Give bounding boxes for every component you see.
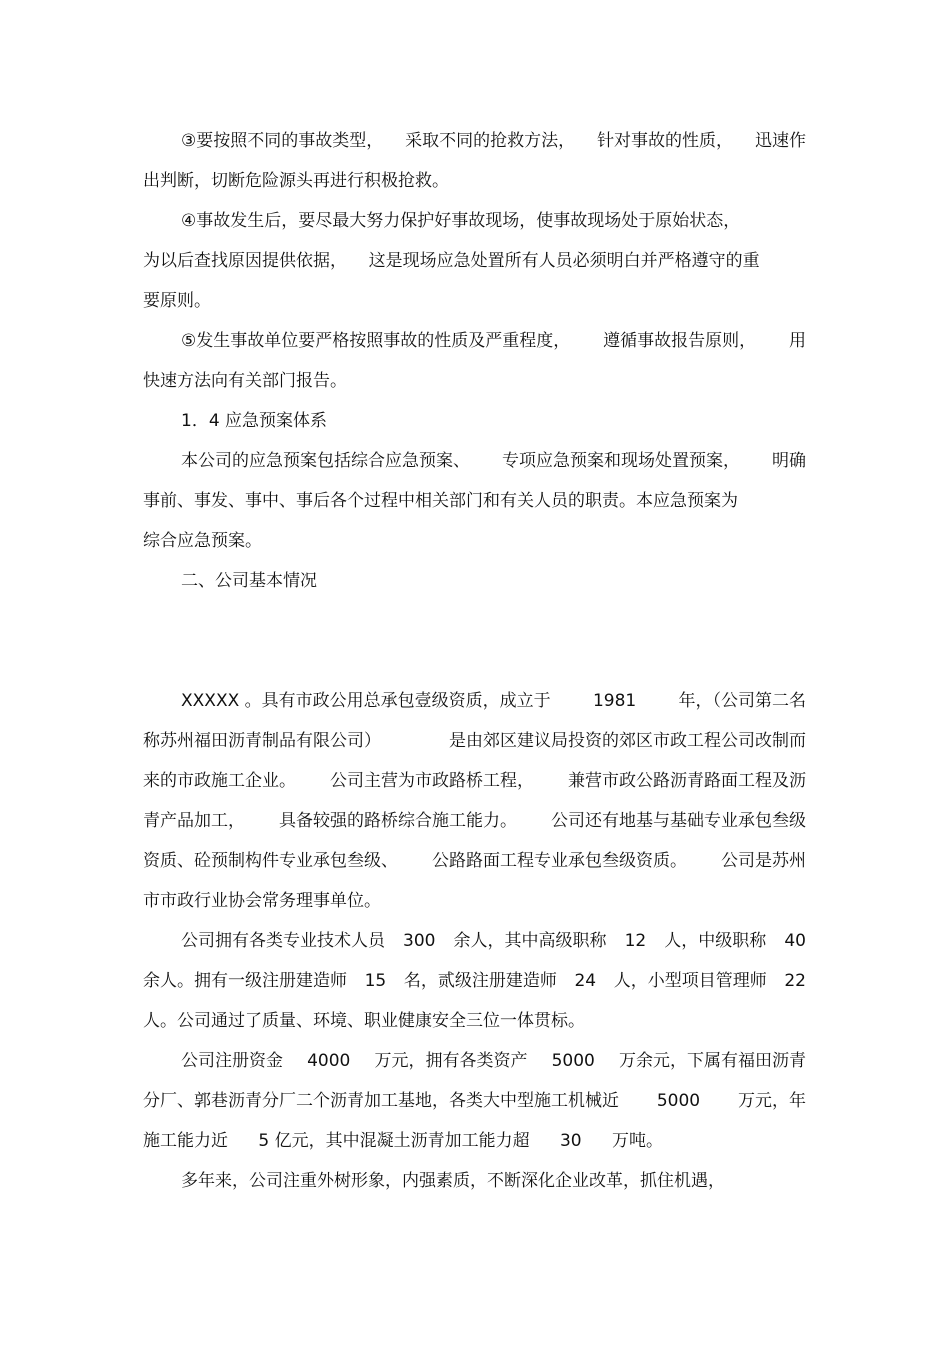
text-segment: 分厂、郭巷沥青分厂二个沥青加工基地，各类大中型施工机械近 [143,1091,619,1111]
text-segment: 余人。拥有一级注册建造师 [143,971,347,991]
text-segment: 人，中级职称 [664,931,767,951]
staff-line1 [181,926,806,956]
text-segment: 具备较强的路桥综合施工能力。 [279,811,517,831]
text-segment: 5 亿元，其中混凝土沥青加工能力超 [258,1131,530,1151]
capital-line2 [143,1086,806,1116]
text-segment: 万元，年 [737,1091,806,1111]
text-segment: 是由郊区建议局投资的郊区市政工程公司改制而 [449,731,806,751]
intro-line6: 市市政行业协会常务理事单位。 [143,891,381,911]
item3-line2: 出判断，切断危险源头再进行积极抢救。 [143,171,449,191]
text-segment: 公司主营为市政路桥工程， [330,771,534,791]
text-segment: 万余元，下属有福田沥青 [618,1051,806,1071]
text-segment: 针对事故的性质， [597,131,734,151]
text-segment: 采取不同的抢救方法， [405,131,576,151]
text-segment: 1981 [592,691,637,711]
text-segment: 12 [624,931,647,951]
text-segment: XXXXX 。具有市政公用总承包壹级资质，成立于 [181,691,551,711]
text-segment: 本公司的应急预案包括综合应急预案、 [181,451,470,471]
system-line1 [181,446,806,476]
text-segment: 明确 [772,451,806,471]
intro-line1 [181,686,806,716]
text-segment: 来的市政施工企业。 [143,771,296,791]
text-segment: 用 [789,331,806,351]
capital-line1 [181,1046,806,1076]
system-line3: 综合应急预案。 [143,531,262,551]
item4-line1: ④事故发生后，要尽最大努力保护好事故现场，使事故现场处于原始状态， [181,211,741,231]
capital-line3 [143,1126,663,1156]
text-segment: 施工能力近 [143,1131,228,1151]
intro-line4 [143,806,806,836]
text-segment: 万元，拥有各类资产 [374,1051,528,1071]
text-segment: 4000 [307,1051,351,1071]
section-heading-2: 二、公司基本情况 [181,571,317,591]
text-segment: 万吨。 [612,1131,663,1151]
text-segment: 公司还有地基与基础专业承包叁级 [551,811,806,831]
text-segment: 名，贰级注册建造师 [403,971,557,991]
item3-line1 [181,126,806,156]
text-segment: 5000 [551,1051,595,1071]
item5-line2: 快速方法向有关部门报告。 [143,371,347,391]
text-segment: 称苏州福田沥青制品有限公司） [143,731,381,751]
text-segment: 年，（公司第二名 [678,691,806,711]
text-segment: 专项应急预案和现场处置预案， [502,451,740,471]
item4-line3: 要原则。 [143,291,211,311]
text-segment: 青产品加工， [143,811,245,831]
section-heading-1-4: 1．4 应急预案体系 [181,411,328,431]
text-segment: 40 [784,931,806,951]
system-line2: 事前、事发、事中、事后各个过程中相关部门和有关人员的职责。本应急预案为 [143,491,738,511]
text-segment: 人，小型项目管理师 [613,971,767,991]
text-segment: ⑤发生事故单位要严格按照事故的性质及严重程度， [181,331,571,351]
text-segment: 资质、砼预制构件专业承包叁级、 [143,851,398,871]
text-segment: 遵循事故报告原则， [603,331,757,351]
text-segment: 迅速作 [754,131,806,151]
text-segment: 300 [403,931,436,951]
text-segment: 公司注册资金 [181,1051,283,1071]
text-segment: 22 [784,971,806,991]
staff-line2 [143,966,806,996]
text-segment: 15 [364,971,387,991]
text-segment: 5000 [656,1091,701,1111]
text-segment: 24 [574,971,597,991]
text-segment: 公司拥有各类专业技术人员 [181,931,385,951]
text-segment: 30 [559,1131,582,1151]
intro-line5 [143,846,806,876]
text-segment: 公司是苏州 [721,851,806,871]
intro-line2 [143,726,806,756]
text-segment: 公路路面工程专业承包叁级资质。 [432,851,687,871]
closing-line: 多年来，公司注重外树形象，内强素质，不断深化企业改革，抓住机遇， [181,1171,725,1191]
text-segment: 余人，其中高级职称 [453,931,607,951]
text-segment: 兼营市政公路沥青路面工程及沥 [568,771,806,791]
item5-line1 [181,326,806,356]
item4-line2: 为以后查找原因提供依据， 这是现场应急处置所有人员必须明白并严格遵守的重 [143,251,760,271]
text-segment: ③要按照不同的事故类型， [181,131,384,151]
intro-line3 [143,766,806,796]
staff-line3: 人。公司通过了质量、环境、职业健康安全三位一体贯标。 [143,1011,585,1031]
